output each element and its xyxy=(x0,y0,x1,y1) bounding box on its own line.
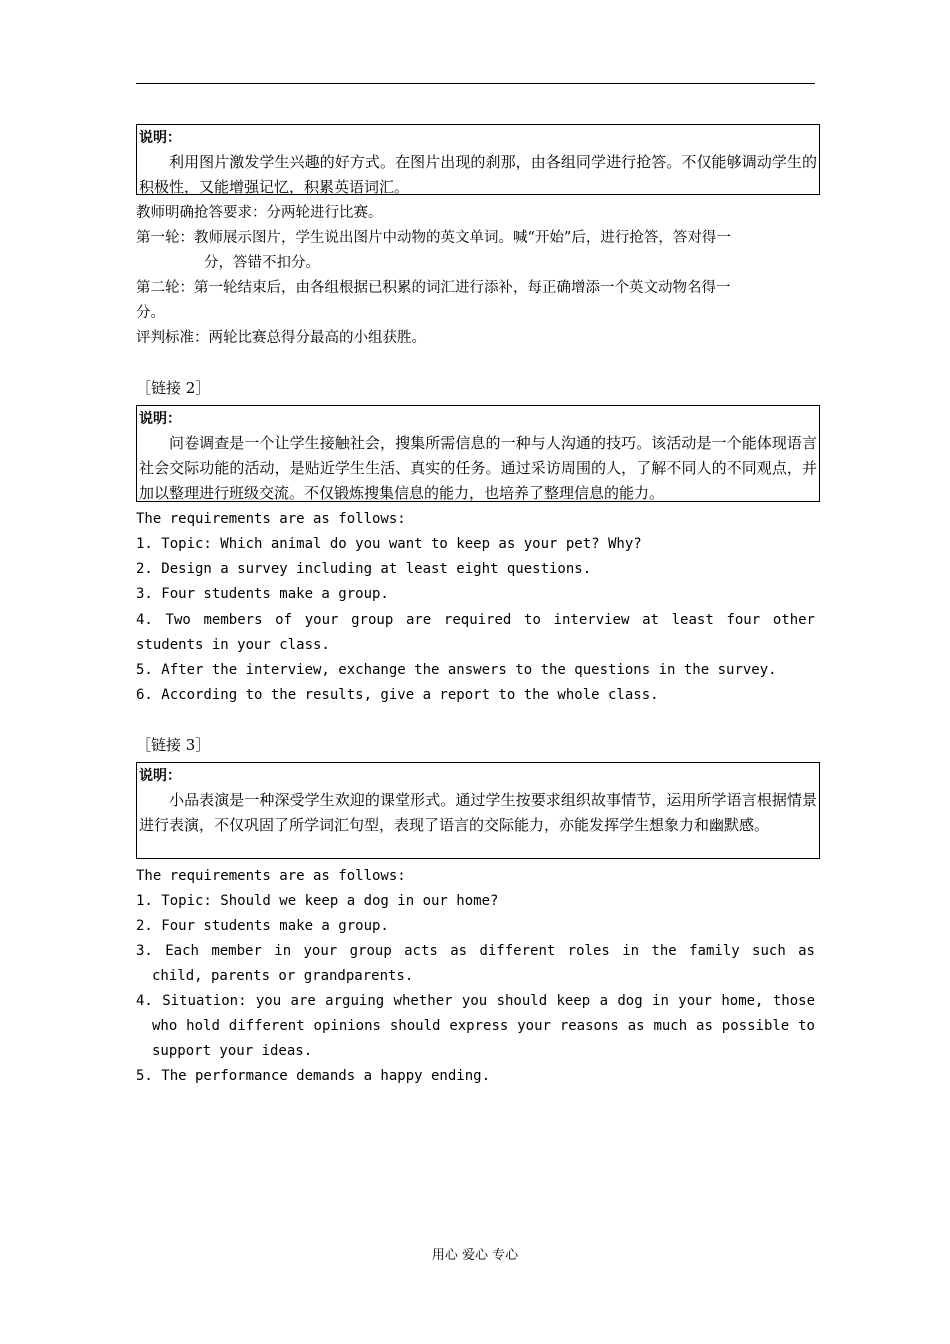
list-item: 1. Topic: Should we keep a dog in our home? xyxy=(136,893,499,909)
list-item: 1. Topic: Which animal do you want to keep as your pet? Why? xyxy=(136,536,642,552)
text-line: 分。 xyxy=(136,305,165,321)
text-line: 评判标准：两轮比赛总得分最高的小组获胜。 xyxy=(136,330,426,346)
text-line: 第二轮：第一轮结束后，由各组根据已积累的词汇进行添补，每正确增添一个英文动物名得一 xyxy=(136,280,731,296)
box-title: 说明： xyxy=(139,768,181,784)
list-item-continued: students in your class. xyxy=(136,637,330,653)
list-item: 4. Situation: you are arguing whether you should keep a dog in your home, those xyxy=(136,993,815,1009)
text-line: 分，答错不扣分。 xyxy=(204,255,320,271)
list-item: 2. Four students make a group. xyxy=(136,918,389,934)
text-line: 教师明确抢答要求：分两轮进行比赛。 xyxy=(136,205,383,221)
explanation-box-3 xyxy=(136,762,820,859)
list-item: 3. Each member in your group acts as different roles in the family such as xyxy=(136,943,815,959)
requirements-intro: The requirements are as follows: xyxy=(136,511,406,527)
page-footer: 用心 爱心 专心 xyxy=(431,1248,519,1263)
box-text: 问卷调查是一个让学生接触社会，搜集所需信息的一种与人沟通的技巧。该活动是一个能体现语言社会交际功能的活动，是贴近学生生活、真实的任务。通过采访周围的人，了解不同人的不同观点，并加以整理进行班级交流。不仅锻炼搜集信息的能力，也培养了整理信息的能力。 xyxy=(139,434,817,502)
list-item: 5. After the interview, exchange the answers to the questions in the survey. xyxy=(136,662,777,678)
box-title: 说明： xyxy=(139,130,181,146)
list-item: 4. Two members of your group are required to interview at least four other xyxy=(136,612,815,628)
list-item: 2. Design a survey including at least eight questions. xyxy=(136,561,592,577)
list-item: 5. The performance demands a happy ending. xyxy=(136,1068,491,1084)
list-item-continued: child, parents or grandparents. xyxy=(152,968,414,984)
list-item: 3. Four students make a group. xyxy=(136,586,389,602)
list-item-continued: who hold different opinions should express your reasons as much as possible to xyxy=(152,1018,815,1034)
box-title: 说明： xyxy=(139,411,181,427)
section-heading: ［链接 3］ xyxy=(136,736,211,754)
header-rule xyxy=(136,83,815,84)
list-item-continued: support your ideas. xyxy=(152,1043,313,1059)
text-line: 第一轮：教师展示图片，学生说出图片中动物的英文单词。喊“开始”后，进行抢答，答对得一 xyxy=(136,230,731,246)
explanation-box-2 xyxy=(136,405,820,502)
box-text: 小品表演是一种深受学生欢迎的课堂形式。通过学生按要求组织故事情节，运用所学语言根据情景进行表演，不仅巩固了所学词汇句型，表现了语言的交际能力，亦能发挥学生想象力和幽默感。 xyxy=(139,791,817,834)
list-item: 6. According to the results, give a report to the whole class. xyxy=(136,687,659,703)
section-heading: ［链接 2］ xyxy=(136,379,211,397)
explanation-box-1 xyxy=(136,124,820,195)
box-text: 利用图片激发学生兴趣的好方式。在图片出现的刹那，由各组同学进行抢答。不仅能够调动学生的积极性，又能增强记忆，积累英语词汇。 xyxy=(139,153,817,196)
requirements-intro: The requirements are as follows: xyxy=(136,868,406,884)
